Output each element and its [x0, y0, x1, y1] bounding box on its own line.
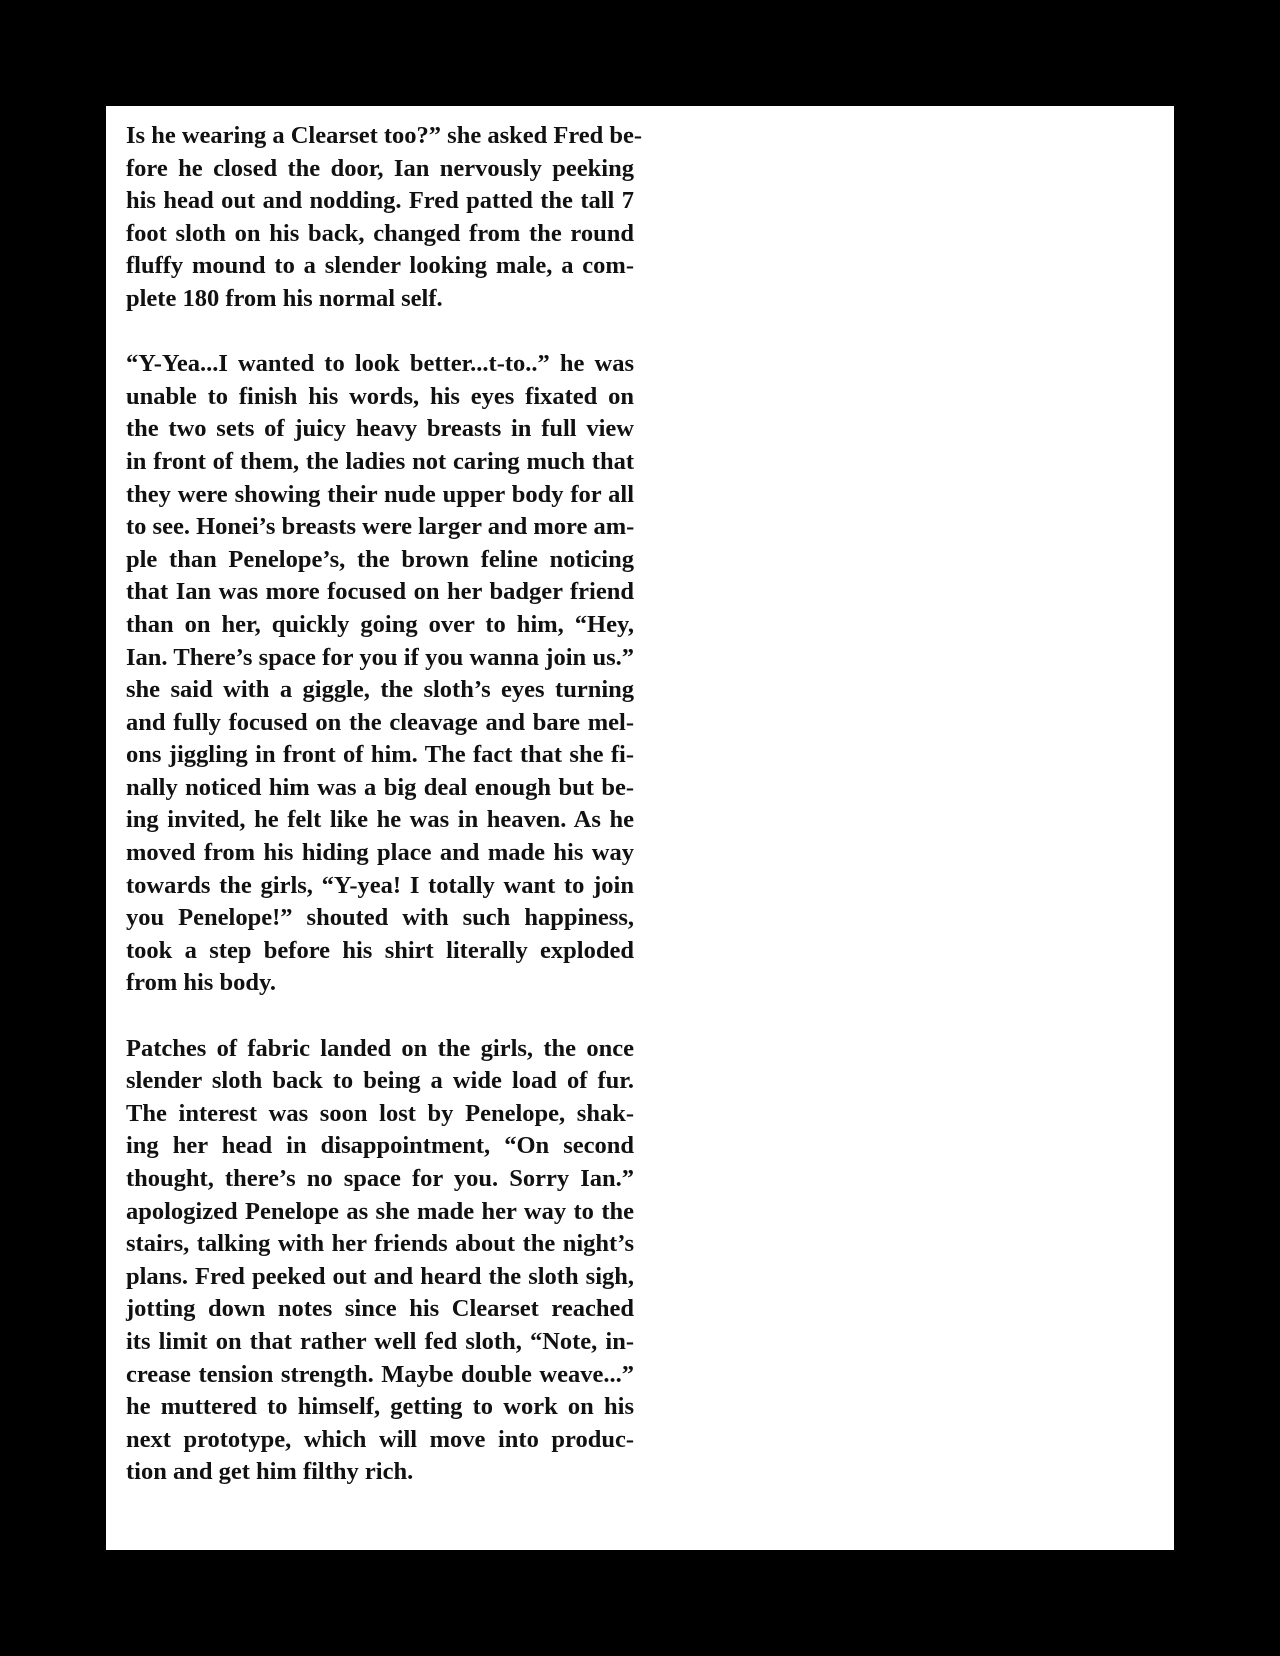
text-line: the two sets of juicy heavy breasts in full view: [126, 415, 634, 443]
text-line: “Y-Yea...I wanted to look better...t-to..” he was: [126, 350, 634, 378]
text-line: unable to finish his words, his eyes fixated on: [126, 382, 634, 410]
text-line: tion and get him filthy rich.: [126, 1458, 414, 1486]
text-line: he muttered to himself, getting to work on his: [126, 1393, 634, 1421]
text-line: in front of them, the ladies not caring much that: [126, 447, 634, 475]
text-line: to see. Honei’s breasts were larger and more am-: [126, 513, 635, 541]
text-line: took a step before his shirt literally exploded: [126, 936, 634, 964]
text-line: ing invited, he felt like he was in heaven. As he: [126, 806, 634, 834]
body-text: [126, 120, 643, 1522]
text-line: moved from his hiding place and made his way: [126, 839, 634, 867]
paragraph-2: [126, 348, 634, 1000]
text-line: fore he closed the door, Ian nervously peeking: [126, 154, 634, 182]
text-line: Is he wearing a Clearset too?” she asked Fred be-: [126, 122, 643, 149]
text-line: ons jiggling in front of him. The fact that she fi-: [126, 741, 634, 769]
text-line: stairs, talking with her friends about the night’s: [126, 1230, 634, 1258]
text-line: than on her, quickly going over to him, “Hey,: [126, 610, 634, 638]
text-line: Patches of fabric landed on the girls, the once: [126, 1034, 634, 1062]
text-line: thought, there’s no space for you. Sorry Ian.”: [126, 1165, 634, 1192]
text-line: jotting down notes since his Clearset reached: [126, 1295, 634, 1323]
text-line: ple than Penelope’s, the brown feline noticing: [126, 545, 634, 573]
text-line: fluffy mound to a slender looking male, a com-: [126, 252, 634, 280]
text-line: crease tension strength. Maybe double weave...”: [126, 1360, 634, 1388]
text-line: and fully focused on the cleavage and bare mel-: [126, 708, 634, 736]
document-page: [106, 106, 1174, 1550]
text-line: next prototype, which will move into produc-: [126, 1425, 634, 1453]
text-line: she said with a giggle, the sloth’s eyes turning: [126, 676, 634, 704]
text-line: plete 180 from his normal self.: [126, 284, 443, 312]
text-line: apologized Penelope as she made her way to the: [126, 1197, 634, 1225]
text-line: The interest was soon lost by Penelope, shak-: [126, 1099, 634, 1127]
paragraph-1: [126, 120, 643, 316]
paragraph-3: [126, 1033, 634, 1489]
text-line: from his body.: [126, 969, 276, 997]
text-line: towards the girls, “Y-yea! I totally want to join: [126, 871, 634, 899]
text-line: its limit on that rather well fed sloth, “Note, in-: [126, 1327, 634, 1355]
text-line: they were showing their nude upper body for all: [126, 480, 634, 508]
text-line: Ian. There’s space for you if you wanna join us.”: [126, 643, 634, 671]
text-line: you Penelope!” shouted with such happiness,: [126, 904, 634, 932]
text-line: that Ian was more focused on her badger friend: [126, 578, 634, 606]
text-line: foot sloth on his back, changed from the round: [126, 219, 634, 247]
text-line: ing her head in disappointment, “On second: [126, 1132, 634, 1160]
text-line: slender sloth back to being a wide load of fur.: [126, 1067, 634, 1095]
text-line: his head out and nodding. Fred patted the tall 7: [126, 187, 634, 215]
text-line: nally noticed him was a big deal enough but be-: [126, 773, 634, 801]
text-line: plans. Fred peeked out and heard the sloth sigh,: [126, 1262, 634, 1290]
